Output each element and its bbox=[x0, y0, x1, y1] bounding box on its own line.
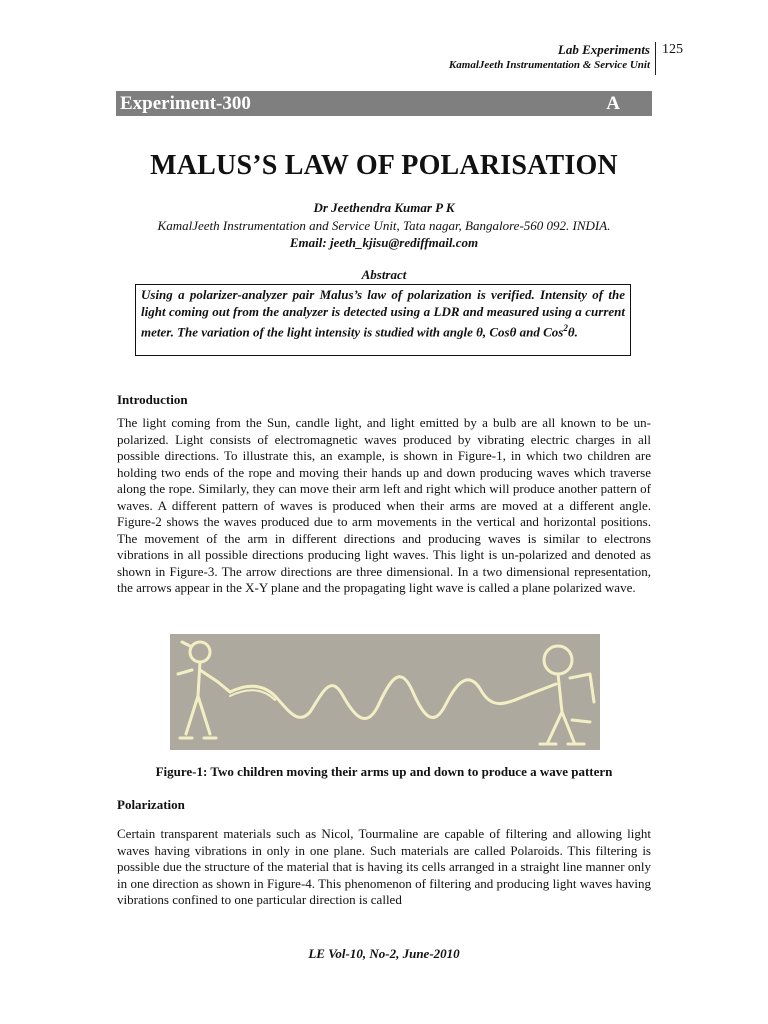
author-affiliation: KamalJeeth Instrumentation and Service Unit, Tata nagar, Bangalore-560 092. INDIA. bbox=[157, 218, 611, 233]
paper-title: MALUS’S LAW OF POLARISATION bbox=[150, 150, 618, 181]
figure-1-caption: Figure-1: Two children moving their arms up and down to produce a wave pattern bbox=[155, 764, 613, 779]
header-publisher: KamalJeeth Instrumentation & Service Unit bbox=[448, 59, 650, 71]
experiment-letter: A bbox=[606, 93, 620, 114]
author-name: Dr Jeethendra Kumar P K bbox=[313, 200, 455, 215]
abstract-text-end: θ. bbox=[567, 324, 578, 340]
abstract-superscript: 2 bbox=[563, 323, 568, 333]
experiment-label: Experiment-300 bbox=[120, 93, 251, 114]
header-journal-title: Lab Experiments bbox=[557, 42, 650, 57]
header-divider bbox=[655, 42, 656, 75]
running-header bbox=[449, 42, 650, 72]
introduction-heading: Introduction bbox=[117, 392, 188, 407]
author-email: Email: jeeth_kjisu@rediffmail.com bbox=[289, 235, 479, 250]
page-number: 125 bbox=[662, 42, 683, 57]
polarization-paragraph: Certain transparent materials such as Nicol, Tourmaline are capable of filtering and allowing light waves having vibrations in only in one plane. Such materials are called Polaroids. This filtering is possible due the structure of the material that is having its cells arranged in a straight line manner only in one direction as shown in Figure-4. This phenomenon of filtering and producing light waves having vibrations confined to one particular direction is called bbox=[117, 826, 651, 907]
introduction-paragraph: The light coming from the Sun, candle light, and light emitted by a bulb are all known to be un-polarized. Light consists of electromagnetic waves produced by vibrating electric charges in all possible directions. To illustrate this, an example, is shown in Figure-1, in which two children are holding two ends of the rope and moving their hands up and down producing waves which traverse along the rope. Similarly, they can move their arm left and right which will produce another pattern of waves. A different pattern of waves is produced when their arms are moved at a different angle. Figure-2 shows the waves produced due to arm movements in the vertical and horizontal positions. The movement of the arm in different directions and producing waves is similar to electrons vibrations in all possible directions producing light waves. This light is un-polarized and denoted as shown in Figure-3. The arrow directions are three dimensional. In a two dimensional representation, the arrows appear in the X-Y plane and the propagating light wave is called a plane polarized wave. bbox=[117, 415, 651, 595]
abstract-heading: Abstract bbox=[361, 267, 407, 282]
abstract-box bbox=[135, 284, 631, 356]
figure-1-image bbox=[170, 634, 600, 750]
abstract-text: Using a polarizer-analyzer pair Malus’s law of polarization is verified. Intensity of the light coming out from the analyzer is detected using a LDR and measured using a current meter. The variation of the light intensity is studied with angle θ, Cosθ and Cos bbox=[141, 287, 625, 340]
experiment-banner bbox=[116, 91, 652, 116]
polarization-heading: Polarization bbox=[117, 797, 185, 812]
page-footer: LE Vol-10, No-2, June-2010 bbox=[308, 946, 460, 961]
children-rope-illustration bbox=[170, 634, 600, 750]
